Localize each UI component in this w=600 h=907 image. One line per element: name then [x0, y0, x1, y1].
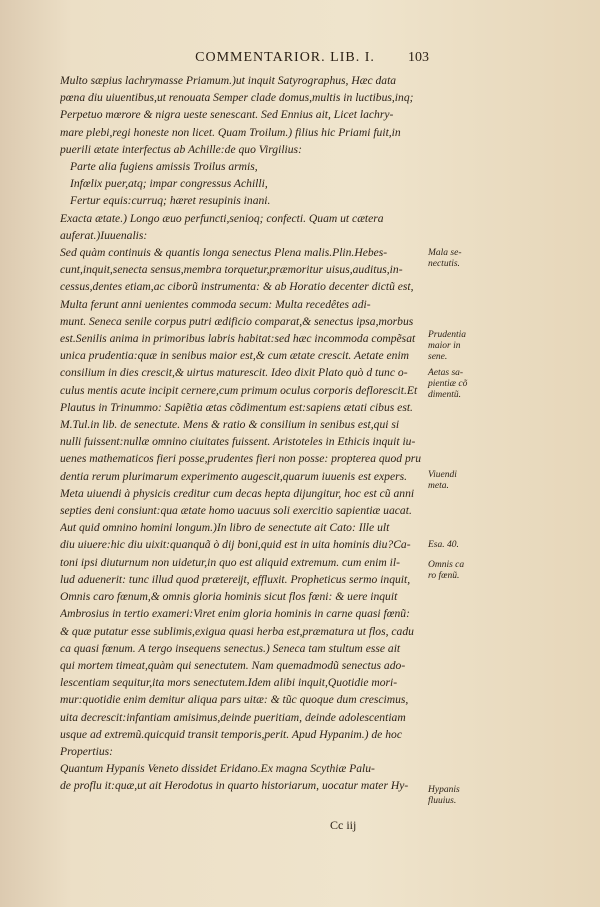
margin-note	[428, 368, 483, 401]
text-line: diu uiuere:hic diu uixit:quanquã ò dij boni,quid est in uita hominis diu?Ca-	[60, 538, 411, 552]
margin-note	[428, 330, 483, 363]
margin-note	[428, 470, 483, 492]
text-line: uenes mathematicos fieri posse,prudentes fieri non posse: propterea quod pru	[60, 452, 422, 466]
text-line: Exacta ætate.) Longo æuo perfuncti,senioq; confecti. Quam ut cætera	[60, 211, 384, 225]
text-line: unica prudentia:quæ in senibus maior est,& cum ætate crescit. Aetate enim	[60, 349, 410, 363]
text-line: cunt,inquit,senecta sensus,membra torquetur,præmoritur uisus,auditus,in-	[60, 263, 403, 277]
text-line: consilium in dies crescit,& uirtus maturescit. Ideo dixit Plato quò d tunc o-	[60, 366, 408, 380]
margin-note-line: dimentũ.	[428, 390, 461, 400]
margin-note	[428, 248, 483, 270]
text-line: Sed quàm continuis & quantis longa senectus Plena malis.Plin.Hebes-	[60, 246, 388, 260]
margin-note-line: Hypanis	[428, 785, 460, 795]
text-line: dentia rerum plurimarum experimento augescit,quarum iuuenis est expers.	[60, 469, 408, 483]
margin-note-line: maior in	[428, 341, 461, 351]
text-line: Infœlix puer,atq; impar congressus Achilli,	[70, 177, 268, 191]
text-line: lescentiam sequitur,ita mors senectutem.Idem alibi inquit,Quotidie mori-	[60, 676, 398, 690]
margin-note-line: Omnis ca	[428, 560, 465, 570]
margin-note-line: Viuendi	[428, 470, 457, 480]
text-line: Quantum Hypanis Veneto dissidet Eridano.Ex magna Scythiæ Palu-	[60, 762, 375, 776]
text-line: Multo sæpius lachrymasse Priamum.)ut inquit Satyrographus, Hæc data	[60, 74, 397, 87]
text-line: auferat.)Iuuenalis:	[60, 228, 148, 242]
text-line: Aut quid omnino homini longum.)In libro de senectute ait Cato: Ille ult	[60, 521, 390, 535]
text-line: Parte alia fugiens amissis Troilus armis,	[70, 160, 258, 174]
signature-mark: Cc iij	[330, 818, 357, 832]
margin-note-line: Esa. 40.	[428, 540, 459, 550]
text-line: uita decrescit:infantiam amisimus,deinde pueritiam, deinde adolescentiam	[60, 710, 406, 724]
running-title: COMMENTARIOR. LIB. I.	[195, 50, 375, 65]
text-line: culus mentis acute incipit cernere,cum primum oculus corporis deflorescit.Et	[60, 383, 418, 397]
margin-note-line: pientiæ cõ	[428, 379, 468, 389]
text-line: M.Tul.in lib. de senectute. Mens & ratio & consilium in senibus est,qui si	[60, 418, 400, 432]
text-line: Plautus in Trinummo: Sapiẽtia ætas cõdimentum est:sapiens ætati cibus est.	[60, 400, 413, 414]
text-line: est.Senilis anima in primoribus labris habitat:sed hæc incommoda compẽsat	[60, 332, 416, 346]
margin-note-line: ro fœnũ.	[428, 571, 460, 581]
text-line: mare plebi,regi honeste non licet. Quam Troilum.) filius hic Priami fuit,in	[60, 125, 401, 139]
margin-note-line: nectutis.	[428, 259, 460, 269]
text-line: nulli fuissent:nullæ omnino ciuitates fuissent. Aristoteles in Ethicis inquit iu-	[60, 435, 416, 449]
page-number: 103	[408, 50, 429, 65]
margin-note	[428, 540, 483, 551]
text-line: Perpetuo mœrore & nigra ueste senescant. Sed Ennius ait, Licet lachry-	[60, 108, 394, 122]
text-line: cessus,dentes etiam,ac ciborũ instrumenta: & ab Horatio decenter dictũ est,	[60, 280, 414, 294]
margin-note-line: meta.	[428, 481, 449, 491]
text-line: Propertius:	[60, 744, 114, 758]
margin-note	[428, 560, 483, 582]
text-line: ca quasi fœnum. A tergo insequens senectus.) Seneca tam stultum esse ait	[60, 641, 401, 655]
margin-note-line: Mala se-	[428, 248, 462, 258]
margin-note-line: fluuius.	[428, 796, 457, 806]
text-line: toni ipsi diuturnum non uidetur,in quo est aliquid extremum. cum enim il-	[60, 555, 400, 569]
margin-note	[428, 785, 483, 807]
text-line: Ambrosius in tertio exameri:Viret enim gloria hominis in carne quasi fœnũ:	[60, 607, 410, 621]
text-line: septies deni consiunt:qua ætate homo uacuus soli exercitio sapientiæ uacat.	[60, 504, 412, 518]
text-line: lud aduenerit: tunc illud quod prætereĳt, effluxit. Propheticus sermo inquit,	[60, 572, 411, 586]
margin-note-line: Aetas sa-	[428, 368, 464, 378]
text-line: mur:quotidie enim demitur aliqua pars uitæ: & tũc quoque dum crescimus,	[60, 693, 409, 707]
text-line: de proflu it:quæ,ut ait Herodotus in quarto historiarum, uocatur mater Hy-	[60, 779, 409, 793]
text-line: Omnis caro fœnum,& omnis gloria hominis sicut flos fœni: & uere inquit	[60, 590, 398, 604]
text-line: puerili ætate interfectus ab Achille:de quo Virgilius:	[60, 142, 302, 156]
text-line: pœna diu uiuentibus,ut renouata Semper clade domus,multis in luctibus,inq;	[60, 91, 414, 105]
text-line: Meta uiuendi à physicis creditur cum decas hepta dijungitur, hoc est cũ anni	[60, 486, 415, 500]
text-line: qui mortem timeat,quàm qui senectutem. Nam quemadmodũ senectus ado-	[60, 658, 406, 672]
text-line: usque ad extremũ.quicquid transit temporis,perit. Apud Hypanim.) de hoc	[60, 727, 402, 741]
text-line: Multa ferunt anni uenientes commoda secum: Multa recedêtes adi-	[60, 297, 371, 311]
text-line: & quæ putatur esse sublimis,exigua quasi herba est,præmatura ut flos, cadu	[60, 624, 414, 638]
text-line: Fertur equis:curruq; hæret resupinis inani.	[70, 194, 271, 208]
text-line: munt. Seneca senile corpus putri ædificio comparat,& senectus ipsa,morbus	[60, 314, 414, 328]
main-text-block	[60, 72, 425, 795]
margin-note-line: Prudentia	[428, 330, 466, 340]
margin-note-line: sene.	[428, 352, 448, 362]
